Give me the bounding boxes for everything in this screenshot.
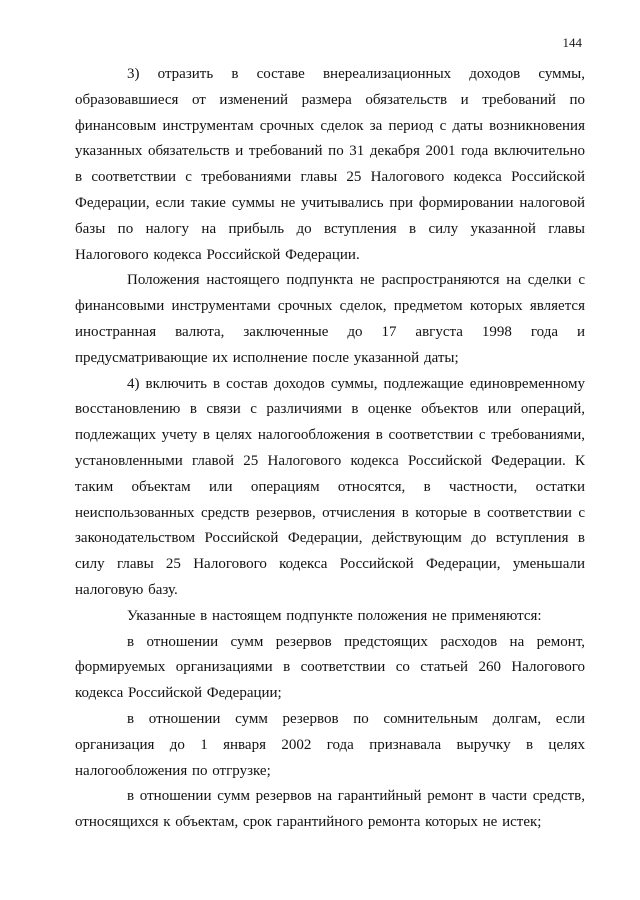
paragraph-not-applied-intro: Указанные в настоящем подпункте положения не применяются:	[127, 607, 542, 624]
page-number: 144	[562, 35, 582, 50]
document-text	[75, 62, 585, 836]
paragraph-provisions-exception: Положения настоящего подпункта не распространяются на сделки с финансовыми инструментами срочных сделок, предметом которых является иностранная валюта, заключенные до 17 августа 1998 года и предусматривающие их исполнение после указанной даты;	[75, 272, 585, 366]
paragraph-reserves-repair: в отношении сумм резервов предстоящих расходов на ремонт, формируемых организациями в соответствии со статьей 260 Налогового кодекса Российской Федерации;	[75, 633, 585, 702]
paragraph-subitem-3: 3) отразить в составе внереализационных доходов суммы, образовавшиеся от изменений размера обязательств и требований по финансовым инструментам срочных сделок за период с даты возникновения указанных обязательств и требований по 31 декабря 2001 года включительно в соответствии с требованиями главы 25 Налогового кодекса Российской Федерации, если такие суммы не учитывались при формировании налоговой базы по налогу на прибыль до вступления в силу указанной главы Налогового кодекса Российской Федерации.	[75, 66, 585, 263]
paragraph-subitem-4: 4) включить в состав доходов суммы, подлежащие единовременному восстановлению в связи с различиями в оценке объектов или операций, подлежащих учету в целях налогообложения в соответствии с требованиями, установленными главой 25 Налогового кодекса Российской Федерации. К таким объектам или операциям относятся, в частности, остатки неиспользованных средств резервов, отчисления в которые в соответствии с законодательством Российской Федерации, действующим до вступления в силу главы 25 Налогового кодекса Российской Федерации, уменьшали налоговую базу.	[75, 375, 585, 598]
paragraph-reserves-warranty-repair: в отношении сумм резервов на гарантийный ремонт в части средств, относящихся к объектам, срок гарантийного ремонта которых не истек;	[75, 788, 585, 831]
paragraph-reserves-doubtful-debts: в отношении сумм резервов по сомнительным долгам, если организация до 1 января 2002 года признавала выручку в целях налогообложения по отгрузке;	[75, 710, 585, 779]
